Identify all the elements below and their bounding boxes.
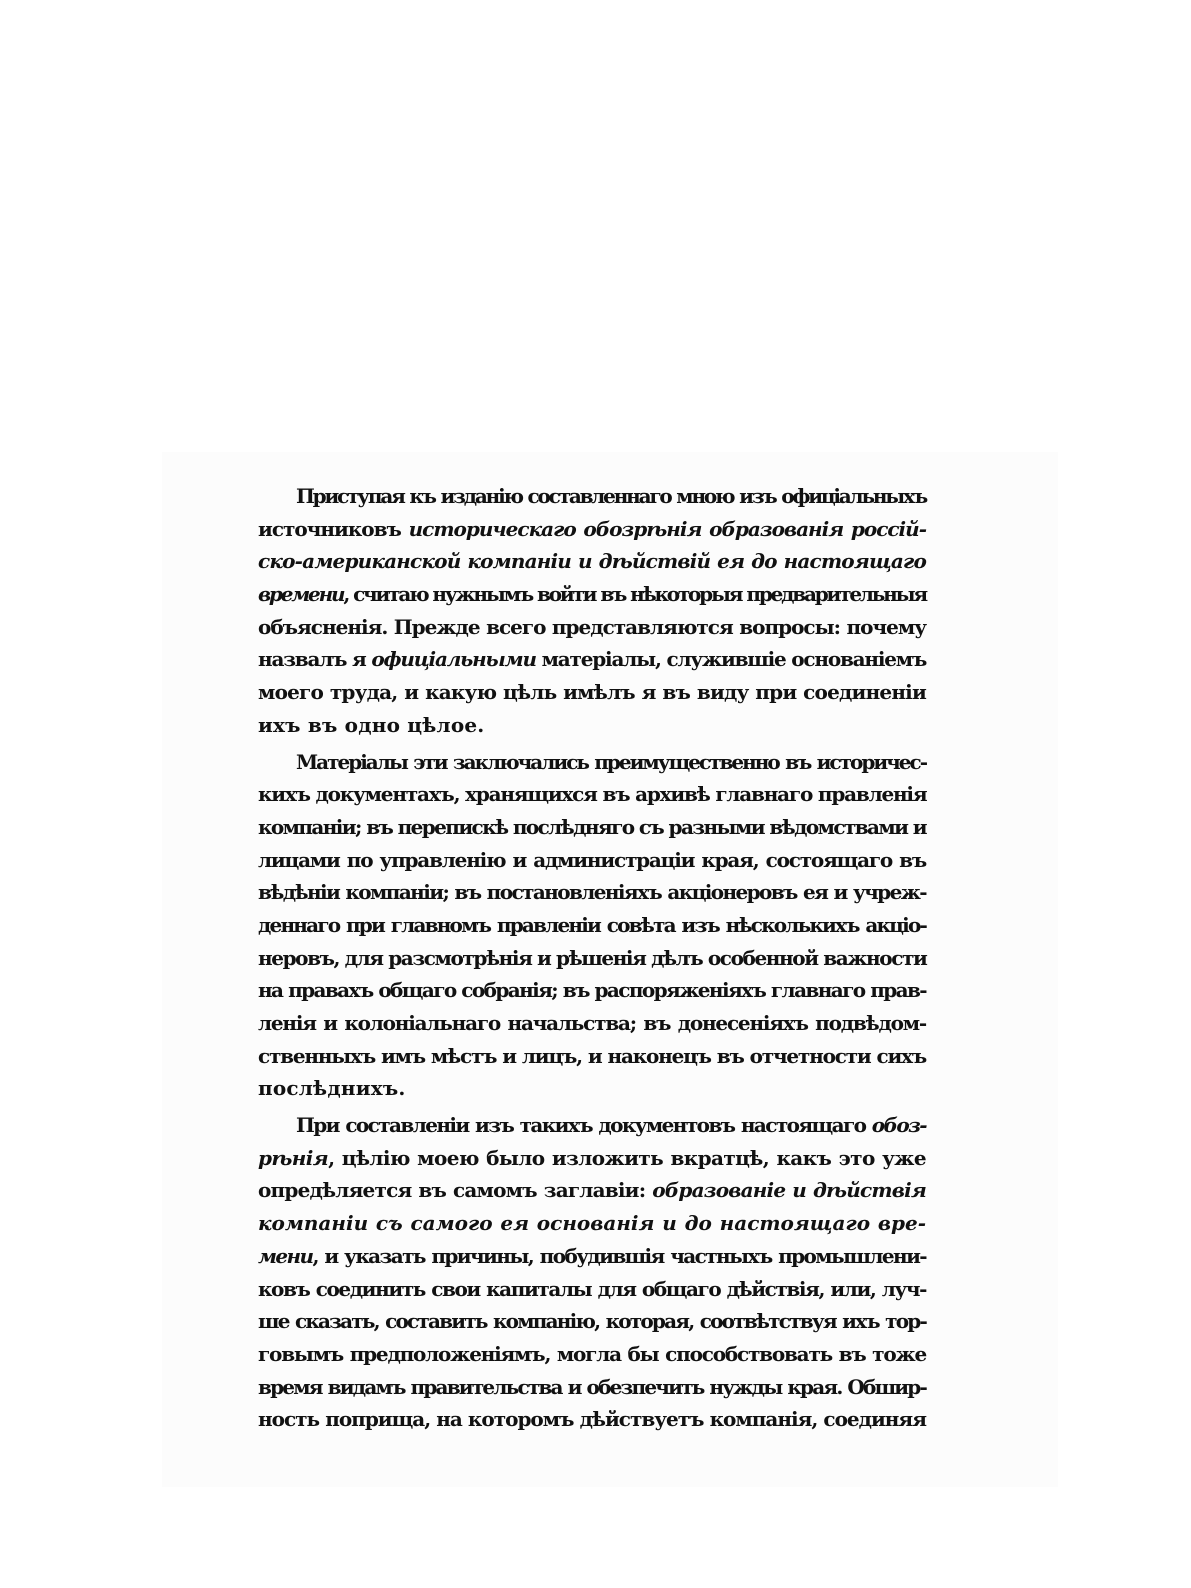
text-line: компаніи съ самого ея основанія и до настоящаго вре- [258,1211,926,1236]
text-line: деннаго при главномъ правленіи совѣта изъ нѣсколькихъ акціо- [258,912,926,937]
text-line: ско-американской компаніи и дѣйствій ея до настоящаго [258,549,926,574]
text-line: Приступая къ изданію составленнаго мною изъ офиціальныхъ [296,484,926,508]
text-line: ственныхъ имъ мѣстъ и лицъ, и наконецъ въ отчетности сихъ [258,1043,926,1068]
text-line: мени, и указать причины, побудившія частныхъ промышлени- [258,1243,926,1268]
text-line: ше сказать, составить компанію, которая, соотвѣтствуя ихъ тор- [258,1309,926,1334]
text-line: При составленіи изъ такихъ документовъ настоящаго обоз- [296,1113,926,1138]
text-line: ихъ въ одно цѣлое. [258,712,485,737]
text-line: рѣнія, цѣлію моею было изложить вкратцѣ, какъ это уже [258,1145,926,1170]
text-line: говымъ предположеніямъ, могла бы способствовать въ тоже [258,1341,926,1366]
text-line: источниковъ историческаго обозрѣнія образованія россій- [258,516,926,541]
text-line: вѣдѣніи компаніи; въ постановленіяхъ акціонеровъ ея и учреж- [258,880,926,905]
text-line: объясненія. Прежде всего представляются вопросы: почему [258,614,926,639]
text-line: лицами по управленію и администраціи края, состоящаго въ [258,847,926,872]
text-line: ность поприща, на которомъ дѣйствуетъ компанія, соединяя [258,1407,926,1432]
text-line: назвалъ я офиціальными матеріалы, служившіе основаніемъ [258,647,927,672]
text-line: неровъ, для разсмотрѣнія и рѣшенія дѣлъ особенной важности [258,945,927,970]
text-line: время видамъ правительства и обезпечить нужды края. Обшир- [258,1374,926,1399]
text-line: на правахъ общаго собранія; въ распоряженіяхъ главнаго прав- [258,978,926,1003]
text-line: времени, считаю нужнымъ войти въ нѣкоторыя предварительныя [258,582,926,607]
text-line: ковъ соединить свои капиталы для общаго дѣйствія, или, луч- [258,1276,926,1301]
text-line: моего труда, и какую цѣль имѣлъ я въ виду при соединеніи [258,680,926,705]
text-line: ленія и колоніальнаго начальства; въ донесеніяхъ подвѣдом- [258,1011,926,1035]
text-line: послѣднихъ. [258,1076,406,1101]
text-line: компаніи; въ перепискѣ послѣдняго съ разными вѣдомствами и [258,814,926,839]
text-line: Матеріалы эти заключались преимущественно въ историчес- [296,749,926,774]
text-line: опредѣляется въ самомъ заглавіи: образованіе и дѣйствія [258,1178,926,1203]
text-line: кихъ документахъ, хранящихся въ архивѣ главнаго правленія [258,782,927,807]
page-text [258,480,926,1436]
